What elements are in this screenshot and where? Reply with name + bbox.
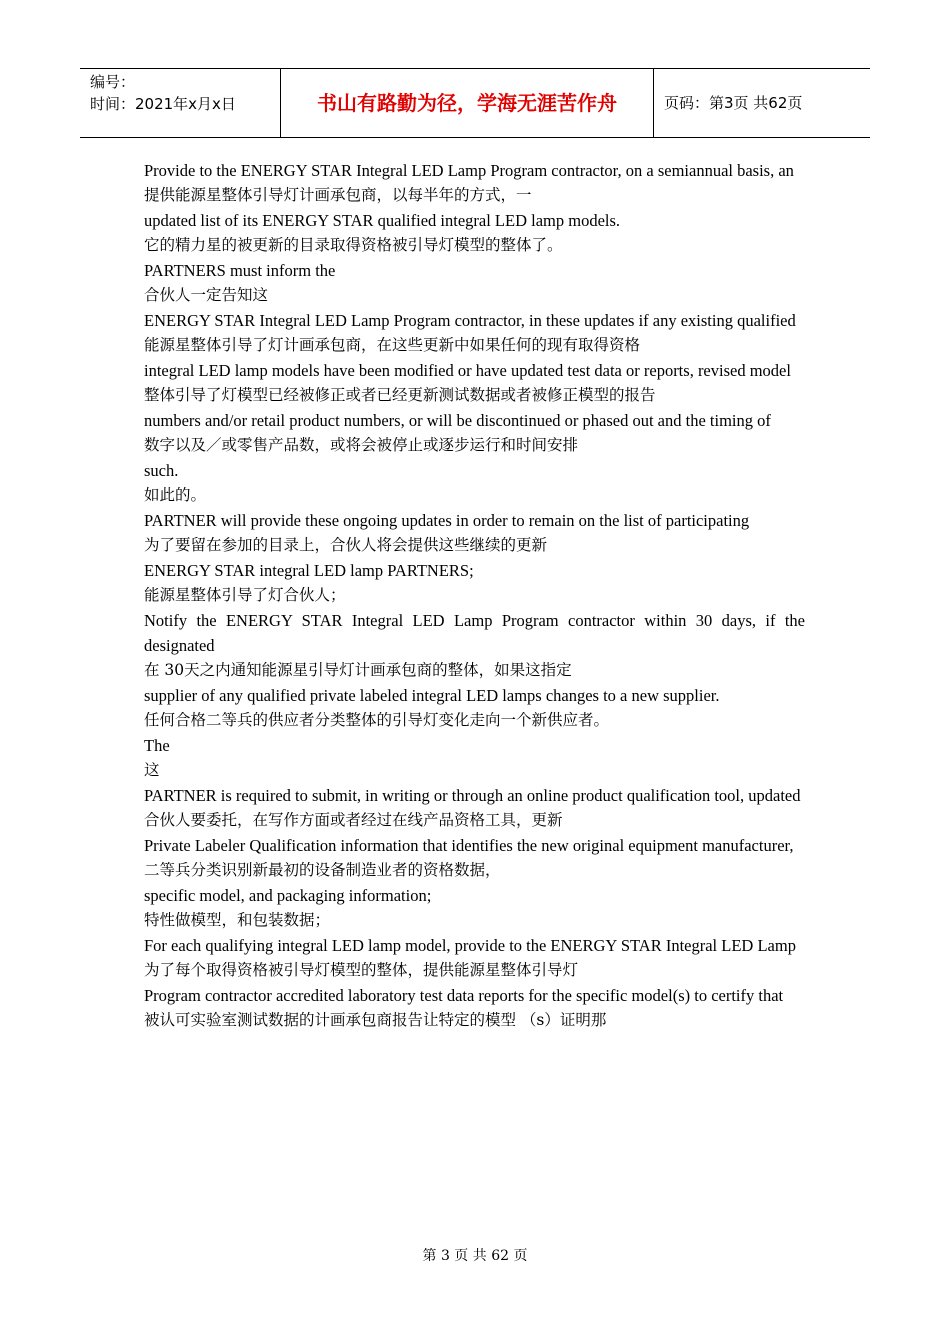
paragraph-english: Provide to the ENERGY STAR Integral LED Lamp Program contractor, on a semiannual basis, an — [144, 161, 794, 180]
header-page-info: 页码：第3页 共62页 — [664, 94, 803, 112]
page-footer: 第 3 页 共 62 页 — [422, 1248, 528, 1264]
header-motto: 书山有路勤为径，学海无涯苦作舟 — [281, 69, 654, 137]
paragraph-english: numbers and/or retail product numbers, or will be discontinued or phased out and the timing of — [144, 411, 771, 430]
paragraph-chinese: 整体引导了灯模型已经被修正或者已经更新测试数据或者被修正模型的报告 — [144, 386, 656, 404]
paragraph-chinese: 如此的。 — [144, 486, 207, 504]
paragraph-english: updated list of its ENERGY STAR qualified integral LED lamp models. — [144, 211, 621, 230]
paragraph-english: such. — [144, 461, 179, 480]
paragraph-english: PARTNER is required to submit, in writing or through an online product qualification tool, updated — [144, 786, 801, 805]
paragraph-english: Private Labeler Qualification information that identifies the new original equipment manufacturer, — [144, 836, 794, 855]
page-header — [80, 68, 870, 138]
paragraph-chinese: 任何合格二等兵的供应者分类整体的引导灯变化走向一个新供应者。 — [144, 711, 610, 729]
document-body — [144, 158, 805, 1033]
paragraph-english: For each qualifying integral LED lamp model, provide to the ENERGY STAR Integral LED Lamp — [144, 936, 796, 955]
paragraph-chinese: 特性做模型，和包装数据； — [144, 911, 331, 929]
paragraph-chinese: 它的精力星的被更新的目录取得资格被引导灯模型的整体了。 — [144, 236, 563, 254]
paragraph-english: supplier of any qualified private labeled integral LED lamps changes to a new supplier. — [144, 686, 720, 705]
paragraph-chinese: 在 30天之内通知能源星引导灯计画承包商的整体，如果这指定 — [144, 661, 572, 679]
paragraph-chinese: 这 — [144, 761, 160, 779]
paragraph-chinese: 数字以及／或零售产品数，或将会被停止或逐步运行和时间安排 — [144, 436, 579, 454]
paragraph-english: integral LED lamp models have been modified or have updated test data or reports, revised model — [144, 361, 791, 380]
paragraph-chinese: 被认可实验室测试数据的计画承包商报告让特定的模型 （s）证明那 — [144, 1011, 607, 1029]
date-label: 时间：2021年x月x日 — [90, 95, 236, 113]
header-meta — [80, 69, 281, 137]
paragraph-english: specific model, and packaging information; — [144, 886, 432, 905]
paragraph-chinese: 合伙人要委托，在写作方面或者经过在线产品资格工具，更新 — [144, 811, 563, 829]
paragraph-chinese: 二等兵分类识别新最初的设备制造业者的资格数据， — [144, 861, 501, 879]
paragraph-english: ENERGY STAR integral LED lamp PARTNERS; — [144, 561, 474, 580]
paragraph-chinese: 为了要留在参加的目录上，合伙人将会提供这些继续的更新 — [144, 536, 548, 554]
paragraph-chinese: 合伙人一定告知这 — [144, 286, 269, 304]
paragraph-english: Program contractor accredited laboratory test data reports for the specific model(s) to certify that — [144, 986, 784, 1005]
paragraph-english: ENERGY STAR Integral LED Lamp Program contractor, in these updates if any existing qualified — [144, 311, 796, 330]
paragraph-chinese: 能源星整体引导了灯计画承包商，在这些更新中如果任何的现有取得资格 — [144, 336, 641, 354]
paragraph-english: The — [144, 736, 170, 755]
paragraph-english: PARTNER will provide these ongoing updates in order to remain on the list of participating — [144, 511, 750, 530]
paragraph-chinese: 为了每个取得资格被引导灯模型的整体，提供能源星整体引导灯 — [144, 961, 579, 979]
number-label: 编号： — [90, 73, 136, 91]
paragraph-english: PARTNERS must inform the — [144, 261, 336, 280]
paragraph-chinese: 提供能源星整体引导灯计画承包商，以每半年的方式，一 — [144, 186, 532, 204]
paragraph-chinese: 能源星整体引导了灯合伙人； — [144, 586, 346, 604]
paragraph-english: Notify the ENERGY STAR Integral LED Lamp Program contractor within 30 days, if the designated — [144, 611, 805, 655]
